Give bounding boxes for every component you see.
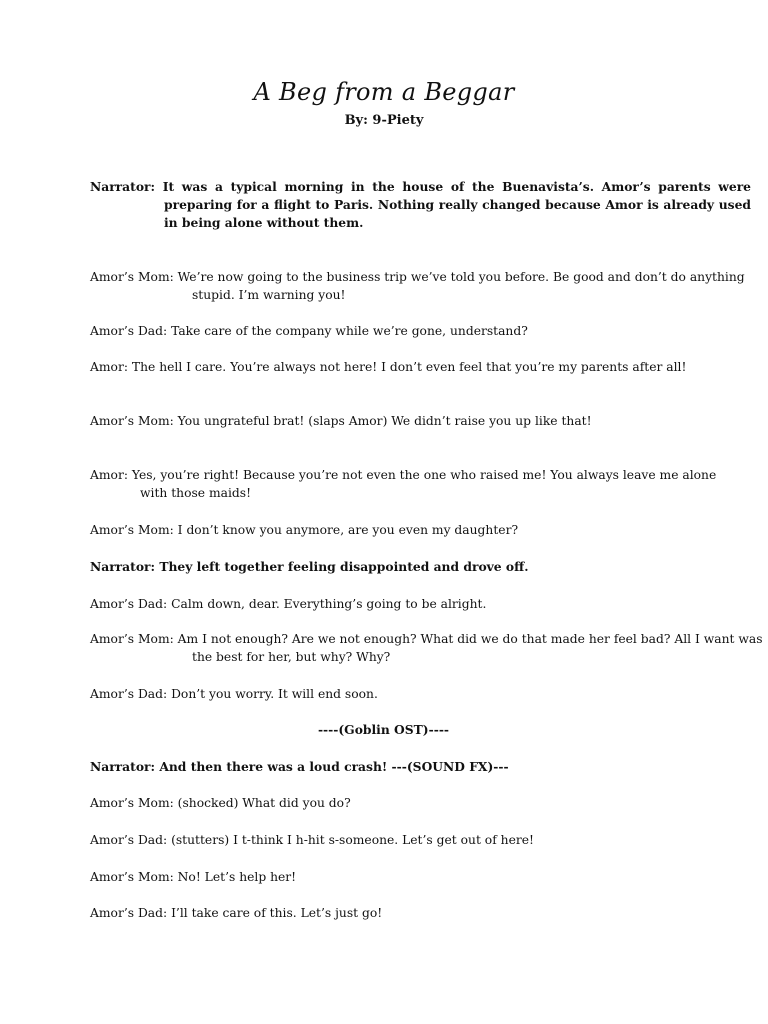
line-text: (shocked) What did you do? bbox=[177, 796, 351, 810]
script-line-mom bbox=[90, 630, 768, 666]
speaker-label: Amor’s Mom: bbox=[90, 523, 174, 537]
line-text: Don’t you worry. It will end soon. bbox=[171, 687, 378, 701]
speaker-label: Amor’s Dad: bbox=[90, 324, 168, 338]
script-line-mom bbox=[90, 794, 768, 812]
speaker-label: Amor’s Mom: bbox=[90, 270, 174, 284]
script-line-amor bbox=[90, 466, 727, 502]
script-line-dad bbox=[90, 685, 768, 703]
line-text: And then there was a loud crash! ---(SOUND FX)--- bbox=[159, 759, 509, 774]
line-text: You ungrateful brat! (slaps Amor) We didn’t raise you up like that! bbox=[177, 414, 592, 428]
line-text: Take care of the company while we’re gone, understand? bbox=[171, 324, 528, 338]
line-text: (stutters) I t-think I h-hit s-someone. Let’s get out of here! bbox=[171, 833, 534, 847]
script-line-dad bbox=[90, 595, 768, 613]
line-text: We’re now going to the business trip we’ve told you before. Be good and don’t do anything stupid. I’m warning you! bbox=[177, 270, 745, 302]
music-cue: ----(Goblin OST)---- bbox=[317, 722, 450, 737]
document-title: A Beg from a Beggar bbox=[253, 78, 515, 106]
speaker-label: Narrator: bbox=[90, 759, 156, 774]
speaker-label: Amor’s Dad: bbox=[90, 906, 168, 920]
line-text: I don’t know you anymore, are you even my daughter? bbox=[177, 523, 519, 537]
script-line-amor bbox=[90, 358, 727, 376]
line-text: They left together feeling disappointed and drove off. bbox=[159, 559, 529, 574]
line-text: Calm down, dear. Everything’s going to be alright. bbox=[171, 597, 487, 611]
script-line-dad bbox=[90, 831, 768, 849]
script-line-mom bbox=[90, 268, 768, 304]
line-text: Am I not enough? Are we not enough? What did we do that made her feel bad? All I want was the best for her, but why? Why? bbox=[177, 632, 763, 664]
script-line-dad bbox=[90, 904, 768, 922]
line-text: No! Let’s help her! bbox=[177, 870, 297, 884]
script-line-narrator bbox=[90, 558, 677, 576]
script-line-mom bbox=[90, 868, 768, 886]
speaker-label: Amor’s Mom: bbox=[90, 414, 174, 428]
speaker-label: Amor’s Mom: bbox=[90, 870, 174, 884]
script-line-mom bbox=[90, 412, 727, 430]
speaker-label: Amor’s Mom: bbox=[90, 796, 174, 810]
line-text: It was a typical morning in the house of the Buenavista’s. Amor’s parents were preparing for a flight to Paris. Nothing really changed because Amor is already used in being alone without them. bbox=[162, 179, 752, 230]
speaker-label: Amor: bbox=[90, 360, 128, 374]
speaker-label: Narrator: bbox=[90, 559, 156, 574]
line-text: The hell I care. You’re always not here! I don’t even feel that you’re my parents after all! bbox=[131, 360, 687, 374]
document-author: By: 9-Piety bbox=[344, 113, 424, 128]
speaker-label: Narrator: bbox=[90, 179, 156, 194]
script-line-narrator bbox=[90, 178, 751, 232]
line-text: Yes, you’re right! Because you’re not even the one who raised me! You always leave me alone with those maids! bbox=[131, 468, 717, 500]
script-line-mom bbox=[90, 521, 768, 539]
line-text: I’ll take care of this. Let’s just go! bbox=[171, 906, 383, 920]
speaker-label: Amor: bbox=[90, 468, 128, 482]
speaker-label: Amor’s Mom: bbox=[90, 632, 174, 646]
speaker-label: Amor’s Dad: bbox=[90, 597, 168, 611]
script-line-narrator bbox=[90, 758, 677, 776]
script-line-dad bbox=[90, 322, 768, 340]
speaker-label: Amor’s Dad: bbox=[90, 833, 168, 847]
speaker-label: Amor’s Dad: bbox=[90, 687, 168, 701]
